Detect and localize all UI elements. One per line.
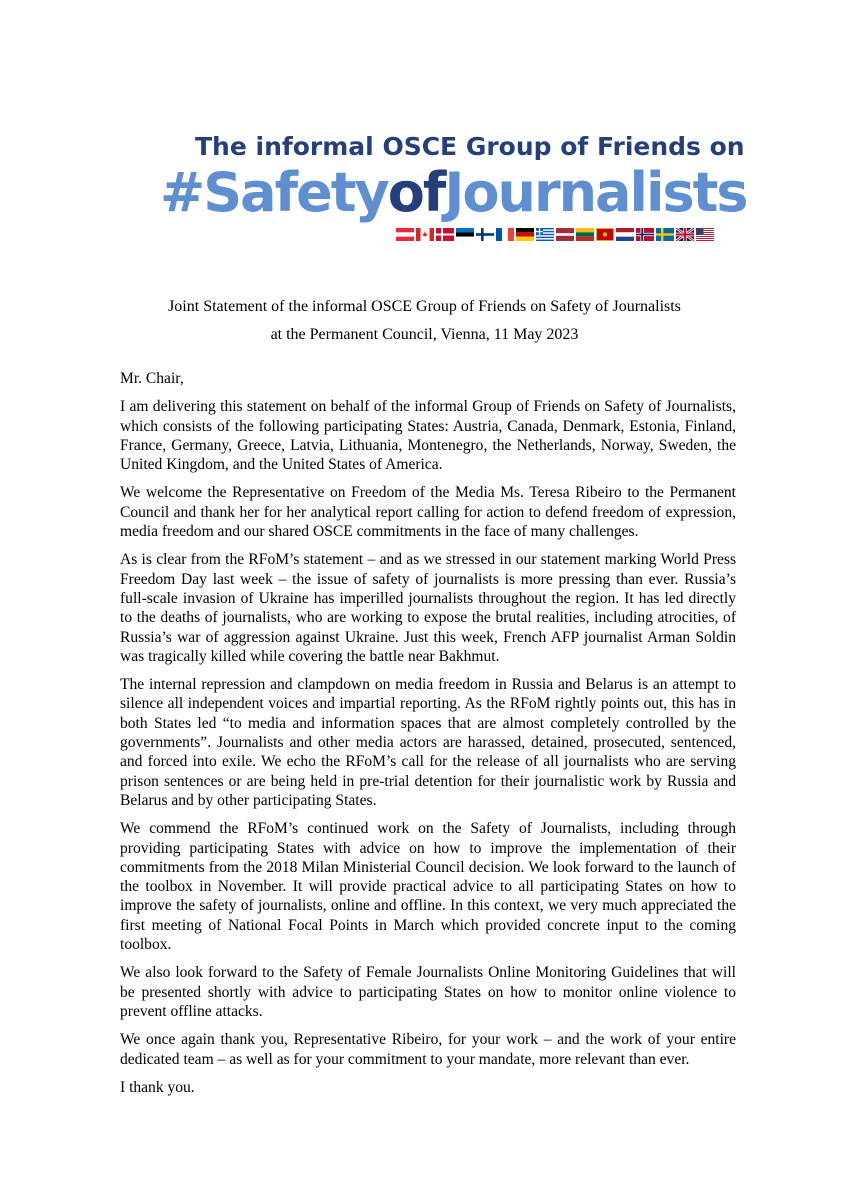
logo-title: The informal OSCE Group of Friends on bbox=[195, 132, 745, 161]
norway-flag-icon bbox=[636, 228, 654, 241]
france-flag-icon bbox=[496, 228, 514, 241]
uk-flag-icon bbox=[676, 228, 694, 241]
austria-flag-icon bbox=[396, 228, 414, 241]
logo-hashtag-safety: #Safety bbox=[160, 161, 388, 224]
heading-line-1: Joint Statement of the informal OSCE Group of Friends on Safety of Journalists bbox=[168, 298, 681, 315]
body-paragraph: The internal repression and clampdown on media freedom in Russia and Belarus is an attempt to silence all independent voices and impartial reporting. As the RFoM rightly points out, this has in both States led “to media and information spaces that are almost completely controlled by the governments”. Journalists and other media actors are harassed, detained, prosecuted, sentenced, and forced into exile. We echo the RFoM’s call for the release of all journalists who are serving prison sentences or are being held in pre-trial detention for their journalistic work by Russia and Belarus and by other participating States. bbox=[120, 676, 736, 809]
logo-hashtag-of: of bbox=[387, 161, 445, 224]
body-paragraph: We commend the RFoM’s continued work on the Safety of Journalists, including through providing participating States with advice on how to improve the implementation of their commitments from the 2018 Milan Ministerial Council decision. We look forward to the launch of the toolbox in November. It will provide practical advice to all participating States on how to improve the safety of journalists, online and offline. In this context, we very much appreciated the first meeting of National Focal Points in March which provided concrete input to the coming toolbox. bbox=[120, 820, 736, 954]
lithuania-flag-icon bbox=[576, 228, 594, 241]
latvia-flag-icon bbox=[556, 228, 574, 241]
body-paragraph: I am delivering this statement on behalf of the informal Group of Friends on Safety of Journalists, which consists of the following participating States: Austria, Canada, Denmark, Estonia, Finland, France, Germany, Greece, Latvia, Lithuania, Montenegro, the Netherlands, Norway, Sweden, the United Kingdom, and the United States of America. bbox=[120, 398, 736, 474]
finland-flag-icon bbox=[476, 228, 494, 241]
montenegro-flag-icon bbox=[596, 228, 614, 241]
canada-flag-icon bbox=[416, 228, 434, 241]
statement-body bbox=[120, 369, 736, 1106]
logo-hashtag-journalists: Journalists bbox=[444, 161, 747, 224]
closing-line: I thank you. bbox=[120, 1078, 195, 1096]
usa-flag-icon bbox=[696, 228, 714, 241]
salutation: Mr. Chair, bbox=[120, 370, 184, 387]
sweden-flag-icon bbox=[656, 228, 674, 241]
body-paragraph: As is clear from the RFoM’s statement – and as we stressed in our statement marking World Press Freedom Day last week – the issue of safety of journalists is more pressing than ever. Russia’s full-scale invasion of Ukraine has imperilled journalists throughout the region. It has led directly to the deaths of journalists, who are working to expose the brutal realities, including atrocities, of Russia’s war of aggression against Ukraine. Just this week, French AFP journalist Arman Soldin was tragically killed while covering the battle near Bakhmut. bbox=[120, 551, 736, 665]
flag-row bbox=[396, 228, 714, 244]
denmark-flag-icon bbox=[436, 228, 454, 241]
body-paragraph: We welcome the Representative on Freedom of the Media Ms. Teresa Ribeiro to the Permanent Council and thank her for her analytical report calling for action to defend freedom of expression, media freedom and our shared OSCE commitments in the face of many challenges. bbox=[120, 484, 736, 541]
netherlands-flag-icon bbox=[616, 228, 634, 241]
body-paragraph: We also look forward to the Safety of Female Journalists Online Monitoring Guidelines that will be presented shortly with advice to participating States on how to monitor online violence to prevent offline attacks. bbox=[120, 964, 736, 1020]
heading-line-2: at the Permanent Council, Vienna, 11 May 2023 bbox=[270, 326, 579, 343]
greece-flag-icon bbox=[536, 228, 554, 241]
body-paragraph: We once again thank you, Representative Ribeiro, for your work – and the work of your entire dedicated team – as well as for your commitment to your mandate, more relevant than ever. bbox=[120, 1031, 736, 1068]
logo-hashtag bbox=[160, 158, 800, 228]
germany-flag-icon bbox=[516, 228, 534, 241]
statement-heading bbox=[0, 293, 849, 349]
estonia-flag-icon bbox=[456, 228, 474, 241]
